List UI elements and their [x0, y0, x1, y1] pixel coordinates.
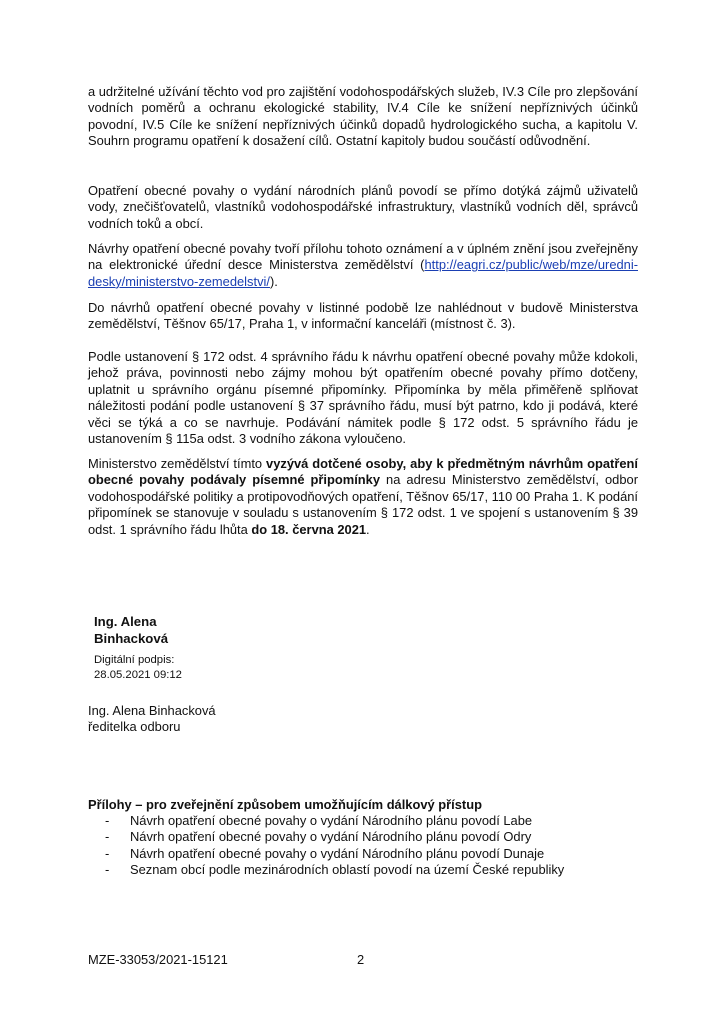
invitation-text-c: na adresu Ministerstvo zemědělství, odbor vodohospodářské politiky a protipovodňových opatření, Těšnov 65/17, 110 00 Praha 1. K podání připomínek se stanovuje v souladu s ustanovením § 172 odst. 1 ve spojení s ustanovením § 39 odst. 1 správního řádu lhůta	[88, 472, 638, 537]
invitation-text-a: Ministerstvo zemědělství tímto	[88, 456, 267, 471]
signer-role: ředitelka odboru	[88, 719, 181, 735]
attachments-list	[88, 813, 648, 879]
paragraph-plan-chapters: a udržitelné užívání těchto vod pro zajištění vodohospodářských služeb, IV.3 Cíle pro zlepšování vodních poměrů a ochranu ekologické stability, IV.4 Cíle ke snížení nepříznivých účinků povodní, IV.5 Cíle ke snížení nepříznivých účinků dopadů hydrologického sucha, a kapitolu V. Souhrn programu opatření k dosažení cílů. Ostatní kapitoly budou součástí odůvodnění.	[88, 84, 638, 149]
signature-datetime: 28.05.2021 09:12	[94, 668, 182, 681]
digital-signature-name	[94, 613, 294, 647]
signature-name-line2: Binhacková	[94, 631, 169, 646]
invitation-bold-call: vyzývá dotčené osoby, aby k předmětným návrhům opatření obecné povahy podávaly písemné připomínky	[88, 456, 638, 488]
digital-signature-meta	[94, 653, 294, 682]
paragraph-inspection: Do návrhů opatření obecné povahy v listinné podobě lze nahlédnout v budově Ministerstva zemědělství, Těšnov 65/17, Praha 1, v informační kanceláři (místnost č. 3).	[88, 300, 638, 332]
paragraph-invitation	[88, 456, 638, 538]
invitation-text-e: .	[366, 521, 370, 537]
paragraph-affected-parties: Opatření obecné povahy o vydání národních plánů povodí se přímo dotýká zájmů uživatelů vody, znečišťovatelů, vlastníků vodohospodářské infrastruktury, vlastníků vodních děl, správců vodních toků a obcí.	[88, 183, 638, 231]
attachment-label: Návrh opatření obecné povahy o vydání Národního plánu povodí Odry	[130, 829, 532, 845]
document-reference: MZE-33053/2021-15121	[88, 952, 228, 967]
attachment-item	[88, 813, 648, 829]
list-dash: -	[105, 845, 110, 861]
page-number: 2	[357, 952, 365, 967]
signer-name: Ing. Alena Binhacková	[88, 703, 216, 718]
attachment-label: Seznam obcí podle mezinárodních oblastí povodí na území České republiky	[130, 862, 565, 878]
official-board-link[interactable]: http://eagri.cz/public/web/mze/uredni-desky/ministerstvo-zemedelstvi/	[88, 257, 638, 289]
paragraph-comments-rules: Podle ustanovení § 172 odst. 4 správního řádu k návrhu opatření obecné povahy může kdokoli, jehož práva, povinnosti nebo zájmy mohou být opatřením obecné povahy přímo dotčeny, uplatnit u správního orgánu písemné připomínky. Připomínka by měla přiměřeně splňovat náležitosti podání podle ustanovení § 37 správního řádu, musí být patrno, kdo ji podává, které věci se týká a co se navrhuje. Podávání námitek podle § 172 odst. 5 správního řádu je ustanovením § 115a odst. 3 vodního zákona vyloučeno.	[88, 349, 638, 447]
publication-text: Návrhy opatření obecné povahy tvoří přílohu tohoto oznámení a v úplném znění jsou zveřejněny na elektronické úřední desce Ministerstva zemědělství (	[88, 241, 638, 273]
invitation-deadline: do 18. června 2021	[251, 521, 367, 537]
attachment-item	[88, 846, 648, 862]
signature-label: Digitální podpis:	[94, 654, 175, 666]
signature-name-line1: Ing. Alena	[94, 614, 157, 629]
list-dash: -	[105, 813, 110, 828]
attachment-label: Návrh opatření obecné povahy o vydání Národního plánu povodí Labe	[130, 813, 533, 828]
publication-text-end: ).	[269, 273, 278, 289]
signer-block	[88, 703, 388, 736]
list-dash: -	[105, 862, 110, 878]
paragraph-publication	[88, 241, 638, 290]
attachments-heading: Přílohy – pro zveřejnění způsobem umožňujícím dálkový přístup	[88, 797, 482, 812]
attachment-item	[88, 829, 648, 845]
attachment-label: Návrh opatření obecné povahy o vydání Národního plánu povodí Dunaje	[130, 845, 545, 861]
list-dash: -	[105, 829, 110, 845]
attachment-item	[88, 862, 648, 878]
